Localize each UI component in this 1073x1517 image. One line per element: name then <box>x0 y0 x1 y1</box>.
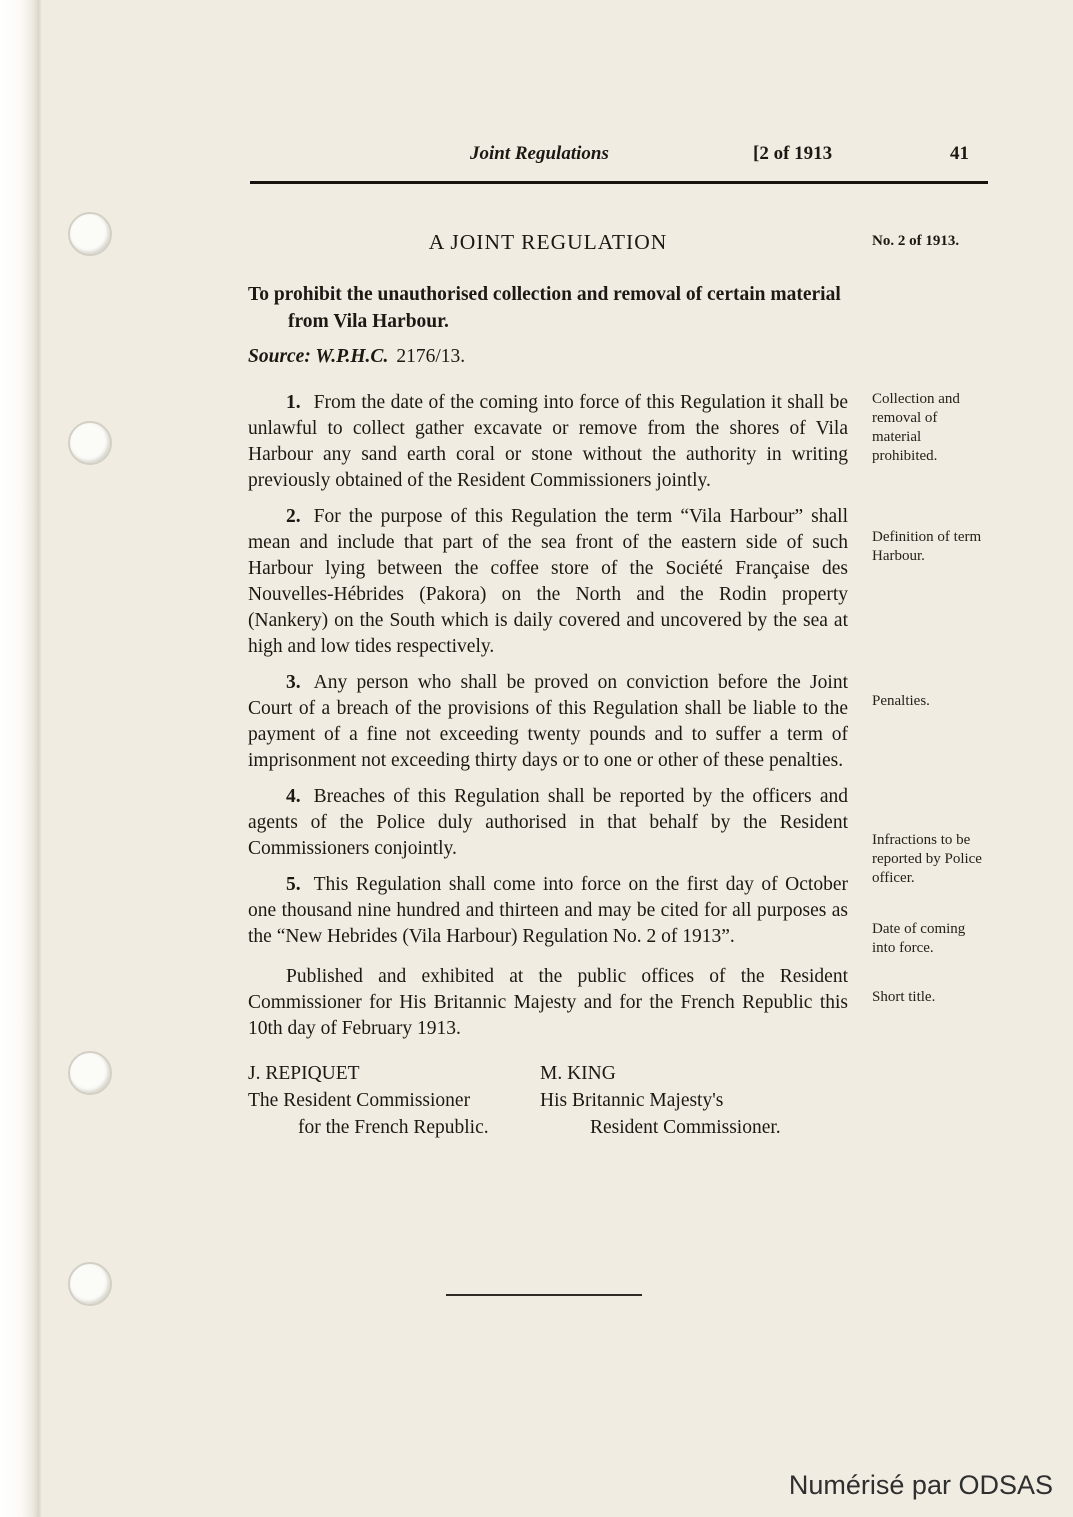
page-number: 41 <box>950 143 969 164</box>
signature-title-line: Resident Commissioner. <box>590 1117 781 1138</box>
regulation-number-note: No. 2 of 1913. <box>872 233 960 249</box>
section-4-paragraph <box>248 784 848 862</box>
page-edge-shadow <box>38 0 42 1517</box>
section-3-paragraph <box>248 670 848 774</box>
section-number: 3. <box>286 672 301 693</box>
source-line <box>248 346 465 368</box>
section-text: For the purpose of this Regulation the term “Vila Harbour” shall mean and include that part of the sea front of the eastern side of such Harbour lying between the coffee store of the Société Française des Nouvelles-Hébrides (Pakora) on the North and the Rodin property (Nankery) on the South which is daily covered and uncovered by the sea at high and low tides respectively. <box>248 506 848 657</box>
document-body <box>248 390 848 1141</box>
signature-name: J. REPIQUET <box>248 1063 360 1084</box>
margin-note: Penalties. <box>872 693 930 709</box>
running-title: Joint Regulations <box>470 143 609 164</box>
margin-note: Collection and removal of material prohibited. <box>872 391 960 464</box>
section-number: 1. <box>286 392 301 413</box>
volume-reference: [2 of 1913 <box>753 143 833 164</box>
section-text: Any person who shall be proved on conviction before the Joint Court of a breach of the provisions of this Regulation shall be liable to the payment of a fine not exceeding twenty pounds and to suffer a term of imprisonment not exceeding thirty days or to one or other of these penalties. <box>248 672 848 771</box>
signature-title-line: for the French Republic. <box>298 1117 489 1138</box>
signature-name: M. KING <box>540 1063 616 1084</box>
section-5-paragraph <box>248 872 848 950</box>
margin-note: Infractions to be reported by Police officer. <box>872 832 982 886</box>
document-title: A JOINT REGULATION <box>428 230 668 254</box>
end-rule <box>446 1294 642 1296</box>
margin-note: Date of coming into force. <box>872 921 966 956</box>
section-text: This Regulation shall come into force on the first day of October one thousand nine hundred and thirteen and may be cited for all purposes as the “New Hebrides (Vila Harbour) Regulation No. 2 of 1913”. <box>248 874 848 947</box>
section-number: 5. <box>286 874 301 895</box>
scan-watermark: Numérisé par ODSAS <box>788 1470 1053 1500</box>
punch-hole <box>68 1051 112 1095</box>
binder-edge <box>0 0 38 1517</box>
source-value: 2176/13. <box>396 346 466 367</box>
section-1-paragraph <box>248 390 848 494</box>
punch-hole <box>68 1262 112 1306</box>
header-rule <box>250 181 988 184</box>
signature-title-line: The Resident Commissioner <box>248 1090 471 1111</box>
section-text: From the date of the coming into force of this Regulation it shall be unlawful to collect gather excavate or remove from the shores of Vila Harbour any sand earth coral or stone without the authority in writing previously obtained of the Resident Commissioners jointly. <box>248 392 848 491</box>
section-number: 2. <box>286 506 301 527</box>
signature-block <box>248 1060 848 1141</box>
section-number: 4. <box>286 786 301 807</box>
margin-note: Definition of term Harbour. <box>872 529 982 564</box>
punch-hole <box>68 421 112 465</box>
section-2-paragraph <box>248 504 848 660</box>
signature-title-line: His Britannic Majesty's <box>540 1090 724 1111</box>
signature-british <box>540 1060 848 1141</box>
margin-note: Short title. <box>872 989 936 1005</box>
closing-paragraph: Published and exhibited at the public offices of the Resident Commissioner for His Britannic Majesty and for the French Republic this 10th day of February 1913. <box>248 966 848 1039</box>
punch-hole <box>68 212 112 256</box>
subject-heading: To prohibit the unauthorised collection and removal of certain material from Vila Harbour. <box>248 284 841 332</box>
source-label: Source: W.P.H.C. <box>248 346 389 367</box>
section-text: Breaches of this Regulation shall be reported by the officers and agents of the Police duly authorised in that behalf by the Resident Commissioners conjointly. <box>248 786 848 859</box>
signature-french <box>248 1060 540 1141</box>
